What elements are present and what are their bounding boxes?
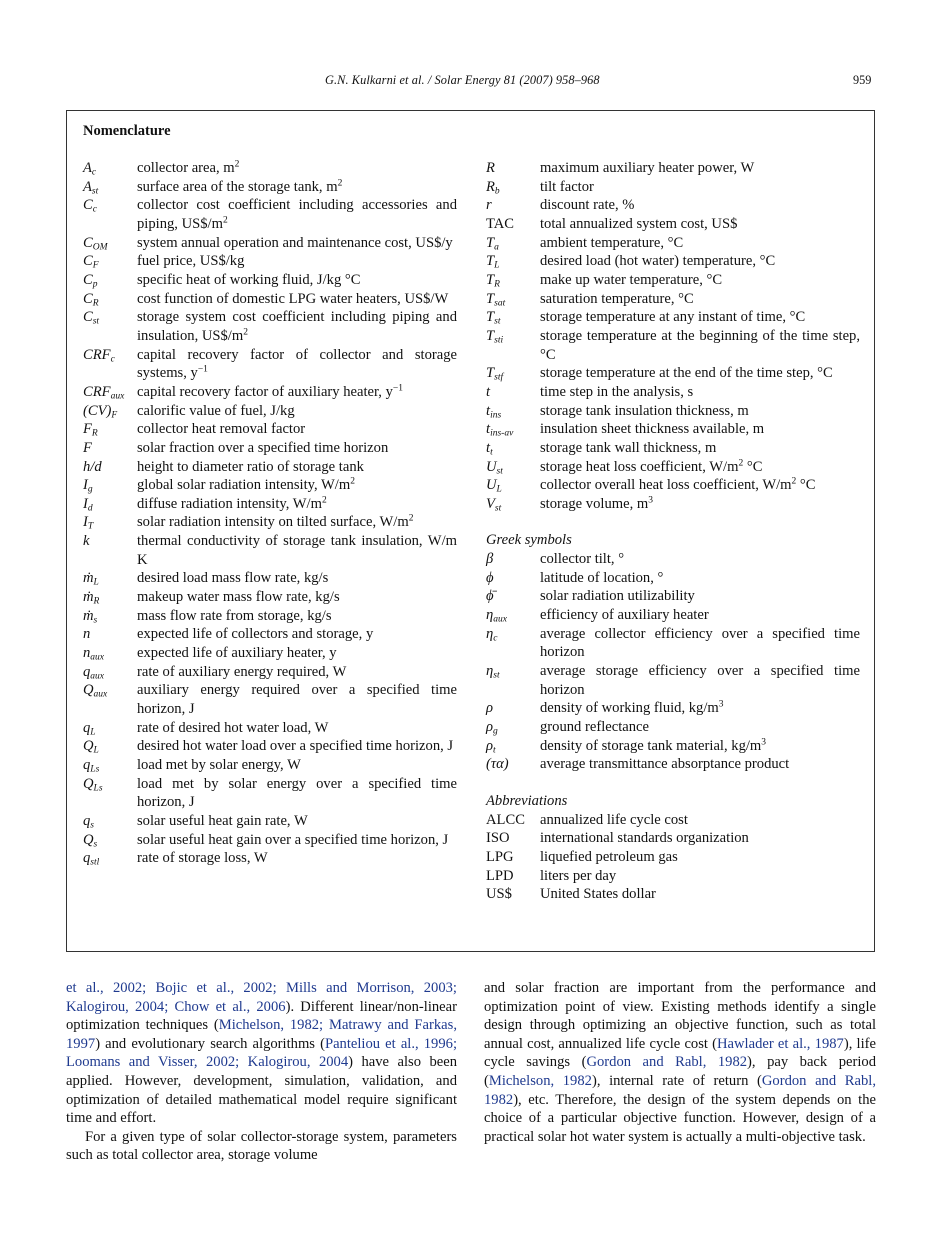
- symbol: $\eta_c$: [486, 625, 498, 644]
- symbol: $\eta_{aux}$: [486, 607, 507, 625]
- definition: annualized life cycle cost: [540, 811, 688, 828]
- symbol: (τα): [486, 756, 509, 773]
- symbol: $C_{OM}$: [83, 234, 108, 253]
- greek-symbol-row: [486, 755, 860, 774]
- nomenclature-row: [83, 831, 457, 850]
- definition: solar useful heat gain rate, W: [137, 812, 308, 829]
- nomenclature-row: [83, 159, 457, 178]
- nomenclature-row: [83, 569, 457, 588]
- symbol: $n_{aux}$: [83, 645, 105, 663]
- definition: storage tank insulation thickness, m: [540, 402, 749, 419]
- definition: desired load mass flow rate, kg/s: [137, 570, 329, 587]
- definition: latitude of location, °: [540, 569, 664, 586]
- nomenclature-row: [83, 420, 457, 439]
- nomenclature-row: [83, 756, 457, 775]
- body-text-left-column: et al., 2002; Bojic et al., 2002; Mills and Morrison, 2003; Kalogirou, 2004; Chow et al., 2006). Different linear/non-linear optimization techniques (Michelson, 1982; Matrawy and Farkas, 1997) and evolutionary search algorithms (Panteliou et al., 1996; Loomans and Visser, 2002; Kalogirou, 2004) have also been applied. However, development, simulation, validation, and optimization of detailed mathematical model require significant time and effort. For a given type of solar collector-storage system, parameters such as total collector area, storage volume: [66, 980, 457, 1164]
- greek-symbol-row: [486, 587, 860, 606]
- nomenclature-row: [486, 215, 860, 234]
- greek-symbols-list: [486, 550, 860, 774]
- nomenclature-row: [83, 719, 457, 738]
- nomenclature-row: [83, 849, 457, 868]
- symbol: $T_{sat}$: [486, 290, 506, 309]
- symbol: $\eta_{st}$: [486, 663, 500, 681]
- definition: storage tank wall thickness, m: [540, 439, 717, 456]
- symbol: h/d: [83, 458, 102, 475]
- definition: insulation sheet thickness available, m: [540, 421, 765, 438]
- definition: rate of desired hot water load, W: [137, 719, 329, 736]
- symbol: ISO: [486, 830, 510, 847]
- symbol: $T_a$: [486, 234, 499, 253]
- nomenclature-row: [83, 812, 457, 831]
- symbol: $t_{ins-av}$: [486, 421, 514, 439]
- abbreviation-row: [486, 811, 860, 830]
- greek-symbol-row: [486, 699, 860, 718]
- definition: expected life of collectors and storage, y: [137, 626, 374, 643]
- nomenclature-row: [83, 644, 457, 663]
- symbol: β: [486, 551, 494, 568]
- body-text-right-column: and solar fraction are important from the performance and optimization point of view. Existing methods identify a single design through optimizing an objective function, such as total annual cost, annualized life cycle cost (Hawlader et al., 1987), life cycle savings (Gordon and Rabl, 1982), pay back period (Michelson, 1982), internal rate of return (Gordon and Rabl, 1982), etc. Therefore, the design of the system depends on the choice of a particular objective function. However, design of a practical solar hot water system is actually a multi-objective task.: [484, 980, 876, 1145]
- symbol: $T_{sti}$: [486, 327, 504, 346]
- definition: global solar radiation intensity, $W/m^2$: [137, 476, 355, 494]
- symbol: $q_{Ls}$: [83, 757, 100, 775]
- nomenclature-row: [486, 271, 860, 290]
- definition: ambient temperature, °C: [540, 234, 684, 251]
- nomenclature-row: [486, 290, 860, 309]
- definition: liters per day: [540, 867, 617, 884]
- nomenclature-row: [83, 775, 457, 812]
- nomenclature-row: [486, 402, 860, 421]
- nomenclature-row: [83, 271, 457, 290]
- symbol: ṁ$_L$: [83, 570, 99, 588]
- definition: density of storage tank material, $kg/m^3$: [540, 737, 767, 754]
- symbol: $T_{st}$: [486, 309, 501, 327]
- nomenclature-row: [486, 308, 860, 327]
- symbol: $U_{st}$: [486, 458, 503, 476]
- definition: solar fraction over a specified time horizon: [137, 439, 389, 456]
- definition: storage temperature at the beginning of the time step, °C: [540, 327, 860, 363]
- abbreviation-row: [486, 848, 860, 867]
- definition: liquefied petroleum gas: [540, 848, 678, 865]
- symbol: $I_g$: [83, 477, 93, 495]
- symbol: $Q_{Ls}$: [83, 775, 103, 794]
- symbol: $q_{aux}$: [83, 663, 105, 682]
- nomenclature-row: [83, 196, 457, 233]
- symbol: $T_L$: [486, 253, 500, 271]
- nomenclature-title: Nomenclature: [83, 123, 171, 139]
- definition: capital recovery factor of collector and storage systems, $y^{-1}$: [137, 346, 457, 382]
- nomenclature-row: [83, 588, 457, 607]
- definition: desired load (hot water) temperature, °C: [540, 253, 776, 270]
- symbol: $t_t$: [486, 439, 493, 458]
- nomenclature-row: [83, 495, 457, 514]
- greek-symbol-row: [486, 550, 860, 569]
- greek-symbol-row: [486, 662, 860, 699]
- abbreviation-row: [486, 885, 860, 904]
- symbol: $t_{ins}$: [486, 402, 502, 421]
- definition: load met by solar energy over a specified time horizon, J: [137, 775, 457, 811]
- symbol: $A_{st}$: [83, 178, 99, 197]
- symbol: R: [486, 160, 495, 176]
- nomenclature-row: [83, 346, 457, 383]
- definition: collector heat removal factor: [137, 421, 306, 438]
- definition: collector overall heat loss coefficient, $W/m^2$ °C: [540, 476, 816, 494]
- symbol: ALCC: [486, 811, 525, 828]
- symbol: $q_s$: [83, 812, 94, 831]
- definition: calorific value of fuel, J/kg: [137, 402, 295, 419]
- symbol: $A_c$: [83, 160, 97, 178]
- definition: capital recovery factor of auxiliary heater, $y^{-1}$: [137, 383, 403, 400]
- roman-symbols-right: [486, 159, 860, 513]
- nomenclature-row: [486, 439, 860, 458]
- abbreviations-list: [486, 811, 860, 904]
- nomenclature-row: [83, 439, 457, 458]
- nomenclature-row: [83, 737, 457, 756]
- nomenclature-row: [486, 196, 860, 215]
- symbol: $T_{stf}$: [486, 365, 504, 383]
- definition: international standards organization: [540, 830, 749, 847]
- nomenclature-row: [83, 607, 457, 626]
- symbol: F: [83, 439, 92, 456]
- greek-symbols-heading: Greek symbols: [486, 532, 572, 549]
- definition: fuel price, US$/kg: [137, 253, 245, 270]
- nomenclature-box: [66, 110, 875, 952]
- definition: thermal conductivity of storage tank insulation, W/m K: [137, 533, 457, 568]
- symbol: $Q_s$: [83, 831, 98, 850]
- symbol: ṁ$_R$: [83, 589, 100, 607]
- nomenclature-row: [486, 178, 860, 197]
- symbol: $C_c$: [83, 197, 97, 215]
- definition: desired hot water load over a specified time horizon, J: [137, 738, 454, 755]
- definition: system annual operation and maintenance cost, US$/y: [137, 234, 453, 251]
- symbol: $q_L$: [83, 719, 96, 738]
- nomenclature-row: [83, 234, 457, 253]
- nomenclature-row: [83, 178, 457, 197]
- definition: solar radiation utilizability: [540, 588, 695, 605]
- definition: storage temperature at the end of the time step, °C: [540, 365, 833, 382]
- nomenclature-row: [486, 234, 860, 253]
- definition: diffuse radiation intensity, $W/m^2$: [137, 495, 327, 512]
- symbol: $C_p$: [83, 271, 98, 290]
- definition: storage heat loss coefficient, $W/m^2$ °C: [540, 458, 763, 475]
- nomenclature-row: [83, 625, 457, 644]
- symbol: $I_T$: [83, 514, 94, 532]
- definition: mass flow rate from storage, kg/s: [137, 607, 332, 624]
- symbol: $C_R$: [83, 290, 99, 309]
- running-title: G.N. Kulkarni et al. / Solar Energy 81 (2007) 958–968: [325, 73, 600, 87]
- definition: time step in the analysis, s: [540, 383, 694, 400]
- symbol: $V_{st}$: [486, 495, 502, 514]
- nomenclature-row: [83, 252, 457, 271]
- definition: surface area of the storage tank, $m^2$: [137, 178, 343, 195]
- nomenclature-row: [486, 458, 860, 477]
- nomenclature-row: [83, 532, 457, 569]
- symbol: $R_b$: [486, 178, 500, 197]
- nomenclature-right-column: [486, 159, 860, 904]
- symbol: ṁ$_s$: [83, 607, 98, 626]
- nomenclature-row: [83, 458, 457, 477]
- nomenclature-row: [486, 420, 860, 439]
- definition: solar radiation intensity on tilted surface, $W/m^2$: [137, 513, 414, 531]
- nomenclature-row: [486, 252, 860, 271]
- symbol: $Q_{aux}$: [83, 682, 108, 700]
- symbol: ϕ: [486, 569, 494, 586]
- definition: rate of auxiliary energy required, W: [137, 663, 347, 680]
- symbol: ρ: [486, 700, 494, 717]
- definition: load met by solar energy, W: [137, 757, 301, 773]
- symbol: $CRF_c$: [83, 346, 115, 365]
- definition: cost function of domestic LPG water heaters, US$/W: [137, 290, 449, 307]
- page-number: 959: [853, 73, 872, 87]
- nomenclature-row: [83, 681, 457, 718]
- symbol: t: [486, 383, 491, 400]
- definition: collector tilt, °: [540, 551, 625, 568]
- symbol: $F_R$: [83, 421, 98, 439]
- nomenclature-row: [486, 364, 860, 383]
- nomenclature-row: [83, 476, 457, 495]
- symbol: n: [83, 626, 91, 643]
- greek-symbol-row: [486, 737, 860, 756]
- nomenclature-row: [486, 327, 860, 364]
- symbol: LPG: [486, 848, 514, 865]
- definition: saturation temperature, °C: [540, 290, 694, 307]
- definition: tilt factor: [540, 178, 594, 195]
- symbol: $\rho_g$: [486, 719, 498, 737]
- symbol: $T_R$: [486, 271, 500, 290]
- symbol: US$: [486, 886, 512, 903]
- abbreviation-row: [486, 829, 860, 848]
- symbol: r: [486, 197, 492, 214]
- definition: efficiency of auxiliary heater: [540, 607, 709, 624]
- symbol: LPD: [486, 867, 514, 884]
- definition: total annualized system cost, US$: [540, 215, 738, 232]
- definition: average collector efficiency over a specified time horizon: [540, 625, 860, 661]
- symbol: ϕ̄: [486, 588, 494, 605]
- nomenclature-row: [83, 513, 457, 532]
- abbreviations-heading: Abbreviations: [486, 793, 568, 809]
- symbol: $I_d$: [83, 495, 93, 514]
- definition: average transmittance absorptance product: [540, 756, 790, 773]
- nomenclature-left-column: [83, 159, 457, 868]
- definition: storage temperature at any instant of time, °C: [540, 309, 806, 326]
- nomenclature-row: [486, 495, 860, 514]
- definition: density of working fluid, $kg/m^3$: [540, 699, 724, 717]
- definition: storage system cost coefficient including piping and insulation, $US\$/m^2$: [137, 309, 457, 344]
- definition: ground reflectance: [540, 719, 649, 736]
- greek-symbol-row: [486, 625, 860, 662]
- nomenclature-row: [83, 663, 457, 682]
- definition: make up water temperature, °C: [540, 271, 723, 288]
- definition: rate of storage loss, W: [137, 850, 268, 867]
- nomenclature-row: [486, 159, 860, 178]
- definition: makeup water mass flow rate, kg/s: [137, 589, 340, 606]
- definition: collector cost coefficient including accessories and piping, $US\$/m^2$: [137, 197, 457, 232]
- abbreviation-row: [486, 867, 860, 886]
- definition: auxiliary energy required over a specified time horizon, J: [137, 682, 457, 718]
- nomenclature-row: [486, 383, 860, 402]
- definition: maximum auxiliary heater power, W: [540, 160, 755, 176]
- running-header: [0, 73, 925, 93]
- symbol: $CRF_{aux}$: [83, 383, 125, 402]
- definition: specific heat of working fluid, J/kg °C: [137, 271, 361, 288]
- definition: United States dollar: [540, 886, 656, 903]
- symbol: TAC: [486, 215, 515, 232]
- nomenclature-row: [83, 383, 457, 402]
- symbol: k: [83, 533, 90, 550]
- definition: storage volume, $m^3$: [540, 495, 653, 512]
- nomenclature-row: [486, 476, 860, 495]
- definition: solar useful heat gain over a specified time horizon, J: [137, 831, 449, 848]
- definition: expected life of auxiliary heater, y: [137, 645, 337, 662]
- symbol: $(CV)_F$: [83, 402, 118, 421]
- symbol: $C_{st}$: [83, 309, 100, 327]
- symbol: $U_L$: [486, 477, 502, 495]
- nomenclature-row: [83, 402, 457, 421]
- symbol: $q_{stl}$: [83, 850, 100, 868]
- nomenclature-row: [83, 290, 457, 309]
- symbol: $Q_L$: [83, 738, 99, 756]
- definition: average storage efficiency over a specified time horizon: [540, 663, 860, 698]
- greek-symbol-row: [486, 606, 860, 625]
- definition: discount rate, %: [540, 197, 635, 214]
- greek-symbol-row: [486, 569, 860, 588]
- greek-symbol-row: [486, 718, 860, 737]
- symbol: $C_F$: [83, 253, 99, 271]
- definition: height to diameter ratio of storage tank: [137, 458, 364, 475]
- definition: collector area, $m^2$: [137, 159, 240, 176]
- nomenclature-row: [83, 308, 457, 345]
- symbol: $\rho_t$: [486, 737, 496, 756]
